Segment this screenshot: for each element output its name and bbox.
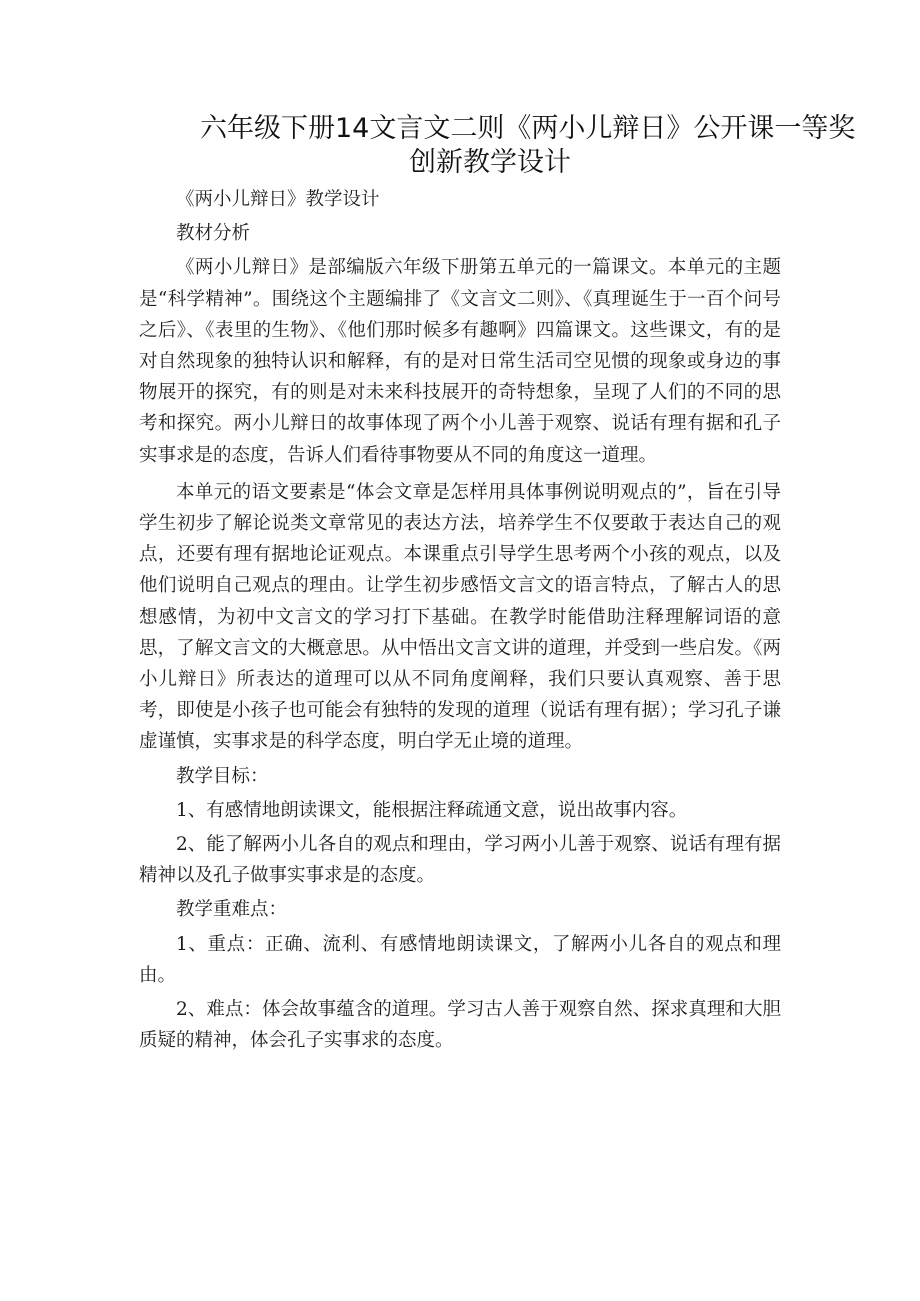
list-item: 1、重点：正确、流利、有感情地朗读课文，了解两小儿各自的观点和理由。 (139, 933, 781, 986)
section-heading-textbook-analysis: 教材分析 (176, 223, 251, 245)
list-item: 1、有感情地朗读课文，能根据注释疏通文意，说出故事内容。 (176, 799, 688, 821)
section-heading-teaching-goals: 教学目标： (176, 765, 269, 787)
document-title (140, 112, 856, 180)
title-line-2: 创新教学设计 (409, 147, 571, 178)
paragraph: 本单元的语文要素是“体会文章是怎样用具体事例说明观点的”，旨在引导学生初步了解论说类文章常见的表达方法，培养学生不仅要敢于表达自己的观点，还要有理有据地论证观点。本课重点引导学生思考两个小孩的观点，以及他们说明自己观点的理由。让学生初步感悟文言文的语言特点，了解古人的思想感情，为初中文言文的学习打下基础。在教学时能借助注释理解词语的意思，了解文言文的大概意思。从中悟出文言文讲的道理，并受到一些启发。《两小儿辩日》所表达的道理可以从不同角度阐释，我们只要认真观察、善于思考，即使是小孩子也可能会有独特的发现的道理（说话有理有据）；学习孔子谦虚谨慎，实事求是的科学态度，明白学无止境的道理。 (139, 481, 781, 753)
title-line-1: 六年级下册14文言文二则《两小儿辩日》公开课一等奖 (200, 113, 856, 144)
list-item: 2、能了解两小儿各自的观点和理由，学习两小儿善于观察、说话有理有据精神以及孔子做事实事求是的态度。 (139, 834, 781, 887)
document-body (139, 184, 781, 1056)
subtitle: 《两小儿辩日》教学设计 (176, 189, 380, 210)
section-heading-key-difficult-points: 教学重难点： (176, 899, 288, 921)
list-item: 2、难点：体会故事蕴含的道理。学习古人善于观察自然、探求真理和大胆质疑的精神，体会孔子实事求的态度。 (139, 999, 781, 1052)
paragraph: 《两小儿辩日》是部编版六年级下册第五单元的一篇课文。本单元的主题是“科学精神”。围绕这个主题编排了《文言文二则》、《真理诞生于一百个问号之后》、《表里的生物》、《他们那时候多有趣啊》四篇课文。这些课文，有的是对自然现象的独特认识和解释，有的是对日常生活司空见惯的现象或身边的事物展开的探究，有的则是对未来科技展开的奇特想象，呈现了人们的不同的思考和探究。两小儿辩日的故事体现了两个小儿善于观察、说话有理有据和孔子实事求是的态度，告诉人们看待事物要从不同的角度这一道理。 (139, 257, 781, 466)
